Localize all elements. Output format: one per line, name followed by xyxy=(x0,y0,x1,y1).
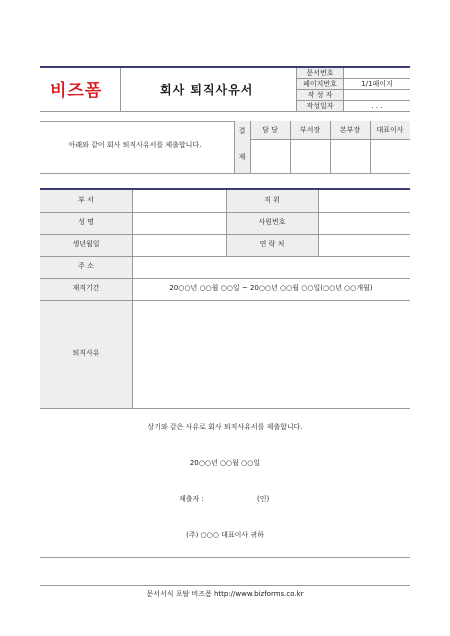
footer-text: 문서서식 포탈 비즈폼 http://www.bizforms.co.kr xyxy=(146,590,304,598)
tenure-label: 재직기간 xyxy=(72,284,100,292)
form-border xyxy=(318,190,319,256)
header-top-rule xyxy=(40,66,410,68)
form-row-rule xyxy=(40,278,410,279)
form-row-rule xyxy=(40,256,410,257)
birth-label: 생년월일 xyxy=(72,240,100,248)
closing-statement: 상기와 같은 사유로 회사 퇴직사유서를 제출합니다. xyxy=(147,423,303,431)
meta-row-rule xyxy=(296,100,410,101)
form-row-rule xyxy=(40,212,410,213)
closing-bottom-rule xyxy=(40,557,410,558)
header-divider xyxy=(120,68,121,111)
approval-col-ceo: 대표이사 xyxy=(376,126,404,134)
meta-row-rule xyxy=(296,89,410,90)
seal-mark: (인) xyxy=(257,495,270,503)
employee-no-label: 사원번호 xyxy=(258,218,286,226)
approval-col-dept-head: 부서장 xyxy=(299,126,321,134)
name-label: 성 명 xyxy=(78,218,94,226)
approval-header-rule xyxy=(250,139,410,140)
approval-intro: 아래와 같이 회사 퇴직사유서를 제출합니다. xyxy=(68,141,202,149)
approval-col-division-head: 본부장 xyxy=(339,126,361,134)
meta-row-rule xyxy=(296,78,410,79)
form-row-rule xyxy=(40,408,410,409)
form-border xyxy=(132,190,133,408)
meta-label-page-number: 페이지번호 xyxy=(303,80,337,88)
approval-col-manager: 담 당 xyxy=(262,126,278,134)
brand-logo: 비즈폼 xyxy=(50,81,103,101)
meta-value-page-number: 1/1페이지 xyxy=(361,80,393,88)
meta-value-date: . . . xyxy=(371,102,383,110)
position-label: 직 위 xyxy=(264,196,280,204)
form-row-rule xyxy=(40,234,410,235)
approval-side-label: 재 xyxy=(238,153,246,161)
form-row-rule xyxy=(40,300,410,301)
footer-rule xyxy=(40,585,410,586)
approval-bottom-rule xyxy=(40,173,410,174)
address-label: 주 소 xyxy=(78,262,94,270)
page-title: 회사 퇴직사유서 xyxy=(160,83,254,97)
meta-label-doc-number: 문서번호 xyxy=(306,69,334,77)
tenure-field[interactable]: 20○○년 ○○월 ○○일 ~ 20○○년 ○○월 ○○일(○○년 ○○개월) xyxy=(169,284,373,292)
contact-label: 연 락 처 xyxy=(259,240,285,248)
meta-label-date: 작성일자 xyxy=(306,102,334,110)
submission-date: 20○○년 ○○월 ○○일 xyxy=(189,459,261,467)
header-bottom-rule xyxy=(40,111,410,112)
submitter-label: 제출자 : xyxy=(179,495,204,503)
reason-label: 퇴직사유 xyxy=(72,349,100,357)
recipient-line: (주) ○○○ 대표이사 귀하 xyxy=(186,531,264,539)
dept-label: 부 서 xyxy=(78,196,94,204)
meta-label-author: 작 성 자 xyxy=(307,91,333,99)
approval-side-label: 결 xyxy=(238,127,246,135)
